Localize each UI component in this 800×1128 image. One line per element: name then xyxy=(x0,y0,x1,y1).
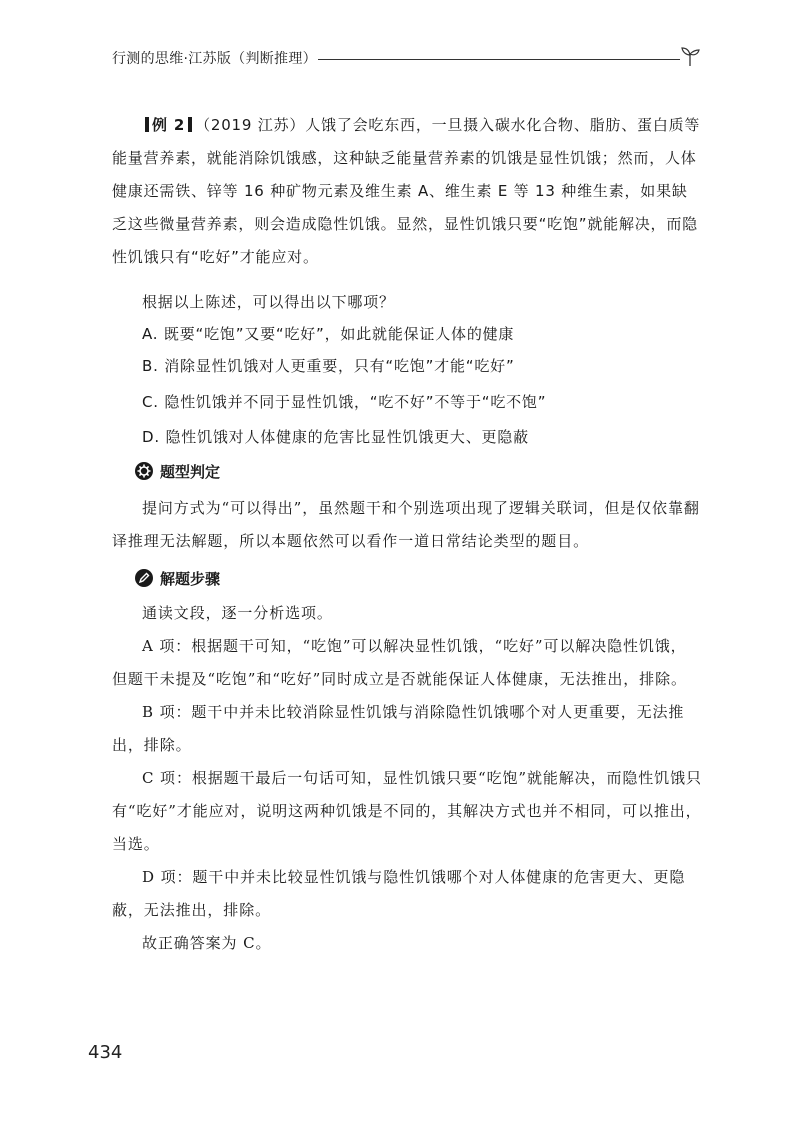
analysis-d: D 项：题干中并未比较显性饥饿与隐性饥饿哪个对人体健康的危害更大、更隐蔽，无法推出，排除。 xyxy=(112,868,686,919)
gear-icon xyxy=(134,461,154,481)
header-rule xyxy=(318,59,680,60)
final-answer: 故正确答案为 C。 xyxy=(142,934,272,952)
type-section-heading xyxy=(134,460,220,482)
example-stem-text: 人饿了会吃东西，一旦摄入碳水化合物、脂肪、蛋白质等能量营养素，就能消除饥饿感，这种缺乏能量营养素的饥饿是显性饥饿；然而，人体健康还需铁、锌等 16 种矿物元素及维生素 A、维生素 E 等 13 种维生素，如果缺乏这些微量营养素，则会造成隐性饥饿。显然，显性饥饿只要“吃饱”就能解决，而隐性饥饿只有“吃好”才能应对。 xyxy=(112,116,701,266)
type-section-body xyxy=(112,492,702,558)
example-source: （2019 江苏） xyxy=(195,116,306,134)
sprout-icon xyxy=(678,44,702,68)
example-label: 例 2 xyxy=(152,116,186,134)
solution-section-title: 解题步骤 xyxy=(160,569,221,588)
example-stem xyxy=(112,109,702,274)
solution-intro: 通读文段，逐一分析选项。 xyxy=(142,604,333,622)
option-a: A. 既要“吃饱”又要“吃好”，如此就能保证人体的健康 xyxy=(142,325,515,343)
tag-bar-left xyxy=(145,117,149,132)
solution-section-heading xyxy=(134,567,220,589)
analysis-c: C 项：根据题干最后一句话可知，显性饥饿只要“吃饱”就能解决，而隐性饥饿只有“吃好”才能应对，说明这两种饥饿是不同的，其解决方式也并不相同，可以推出，当选。 xyxy=(112,769,702,853)
tag-bar-right xyxy=(188,117,192,132)
example-tag xyxy=(142,116,195,134)
option-d: D. 隐性饥饿对人体健康的危害比显性饥饿更大、更隐蔽 xyxy=(142,428,529,446)
running-header xyxy=(112,44,702,74)
analysis-a: A 项：根据题干可知，“吃饱”可以解决显性饥饿，“吃好”可以解决隐性饥饿，但题干未提及“吃饱”和“吃好”同时成立是否就能保证人体健康，无法推出，排除。 xyxy=(112,637,687,688)
type-section-text: 提问方式为“可以得出”，虽然题干和个别选项出现了逻辑关联词，但是仅依靠翻译推理无法解题，所以本题依然可以看作一道日常结论类型的题目。 xyxy=(112,499,700,550)
example-stem-block xyxy=(112,109,702,274)
solution-section-body xyxy=(112,597,702,960)
type-section-title: 题型判定 xyxy=(160,462,221,481)
book-title: 行测的思维·江苏版（判断推理） xyxy=(112,51,317,67)
page-number: 434 xyxy=(88,1042,123,1063)
question-text: 根据以上陈述，可以得出以下哪项？ xyxy=(142,293,395,311)
analysis-b: B 项：题干中并未比较消除显性饥饿与消除隐性饥饿哪个对人更重要，无法推出，排除。 xyxy=(112,703,685,754)
option-c: C. 隐性饥饿并不同于显性饥饿，“吃不好”不等于“吃不饱” xyxy=(142,393,547,411)
pencil-icon xyxy=(134,568,154,588)
option-b: B. 消除显性饥饿对人更重要，只有“吃饱”才能“吃好” xyxy=(142,357,515,375)
